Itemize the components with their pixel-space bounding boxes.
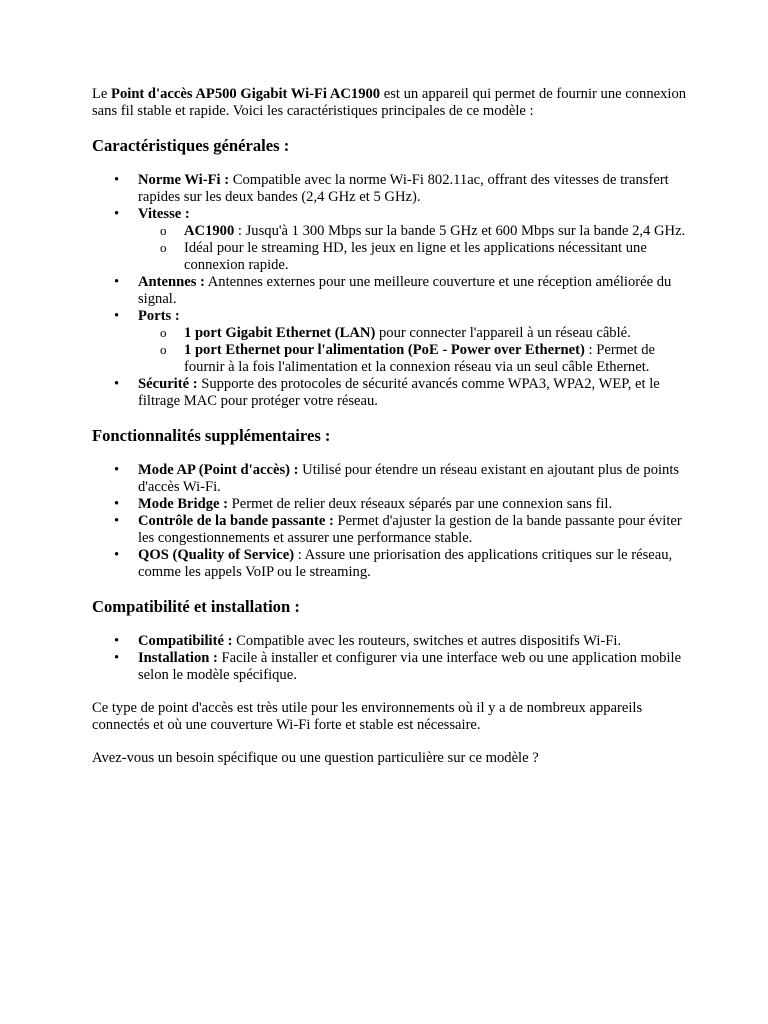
item-label: Ports : <box>138 308 180 324</box>
compatibility-list <box>92 633 688 684</box>
list-item <box>92 633 688 650</box>
ports-sublist <box>138 325 688 376</box>
subitem-text: pour connecter l'appareil à un réseau câblé. <box>375 325 631 341</box>
list-item <box>92 172 688 206</box>
section-heading-features: Fonctionnalités supplémentaires : <box>92 426 331 445</box>
sublist-item <box>138 240 688 274</box>
item-label: Vitesse : <box>138 206 190 222</box>
product-name: Point d'accès AP500 Gigabit Wi-Fi AC1900 <box>111 86 381 102</box>
list-item <box>92 308 688 376</box>
list-item <box>92 462 688 496</box>
list-item <box>92 376 688 410</box>
subitem-label: AC1900 <box>184 223 235 239</box>
item-label: Compatibilité : <box>138 633 233 649</box>
item-text: Compatible avec la norme Wi-Fi 802.11ac, offrant des vitesses de transfert rapides sur les deux bandes (2,4 GHz et 5 GHz). <box>138 172 669 205</box>
item-label: Installation : <box>138 650 218 666</box>
sublist-item <box>138 342 688 376</box>
item-text: Compatible avec les routeurs, switches et autres dispositifs Wi-Fi. <box>232 633 622 649</box>
item-label: QOS (Quality of Service) <box>138 547 295 563</box>
item-text: Permet d'ajuster la gestion de la bande passante pour éviter les congestionnements et assurer une performance stable. <box>138 513 682 546</box>
item-text: Facile à installer et configurer via une interface web ou une application mobile selon le modèle spécifique. <box>138 650 682 683</box>
list-item <box>92 206 688 274</box>
general-features-list <box>92 172 688 410</box>
list-item <box>92 650 688 684</box>
question-paragraph: Avez-vous un besoin spécifique ou une question particulière sur ce modèle ? <box>92 750 539 766</box>
subitem-text: : Jusqu'à 1 300 Mbps sur la bande 5 GHz et 600 Mbps sur la bande 2,4 GHz. <box>234 223 686 239</box>
item-label: Sécurité : <box>138 376 198 392</box>
subitem-text: : Permet de fournir à la fois l'alimentation et la connexion réseau via un seul câble Ethernet. <box>184 342 655 375</box>
item-label: Contrôle de la bande passante : <box>138 513 334 529</box>
item-text: Supporte des protocoles de sécurité avancés comme WPA3, WPA2, WEP, et le filtrage MAC pour protéger votre réseau. <box>138 376 660 409</box>
item-label: Norme Wi-Fi : <box>138 172 230 188</box>
speed-sublist <box>138 223 688 274</box>
item-label: Antennes : <box>138 274 205 290</box>
sublist-item <box>138 223 688 240</box>
subitem-label: 1 port Ethernet pour l'alimentation (PoE - Power over Ethernet) <box>184 342 585 358</box>
list-item <box>92 496 688 513</box>
subitem-label: 1 port Gigabit Ethernet (LAN) <box>184 325 376 341</box>
extra-features-list <box>92 462 688 581</box>
sublist-item <box>138 325 688 342</box>
intro-prefix: Le <box>92 86 112 102</box>
item-text: Antennes externes pour une meilleure couverture et une réception améliorée du signal. <box>138 274 672 307</box>
item-text: : Assure une priorisation des applications critiques sur le réseau, comme les appels VoIP ou le streaming. <box>138 547 673 580</box>
section-heading-general: Caractéristiques générales : <box>92 136 290 155</box>
list-item <box>92 547 688 581</box>
intro-paragraph <box>92 86 688 120</box>
conclusion-paragraph: Ce type de point d'accès est très utile pour les environnements où il y a de nombreux appareils connectés et où une couverture Wi-Fi forte et stable est nécessaire. <box>92 700 643 733</box>
subitem-text: Idéal pour le streaming HD, les jeux en ligne et les applications nécessitant une connexion rapide. <box>184 240 647 273</box>
item-text: Utilisé pour étendre un réseau existant en ajoutant plus de points d'accès Wi-Fi. <box>138 462 680 495</box>
intro-suffix: est un appareil qui permet de fournir une connexion sans fil stable et rapide. Voici les caractéristiques principales de ce modèle : <box>92 86 687 119</box>
item-text: Permet de relier deux réseaux séparés par une connexion sans fil. <box>227 496 613 512</box>
item-label: Mode AP (Point d'accès) : <box>138 462 299 478</box>
list-item <box>92 513 688 547</box>
section-heading-compatibility: Compatibilité et installation : <box>92 597 300 616</box>
item-label: Mode Bridge : <box>138 496 228 512</box>
list-item <box>92 274 688 308</box>
